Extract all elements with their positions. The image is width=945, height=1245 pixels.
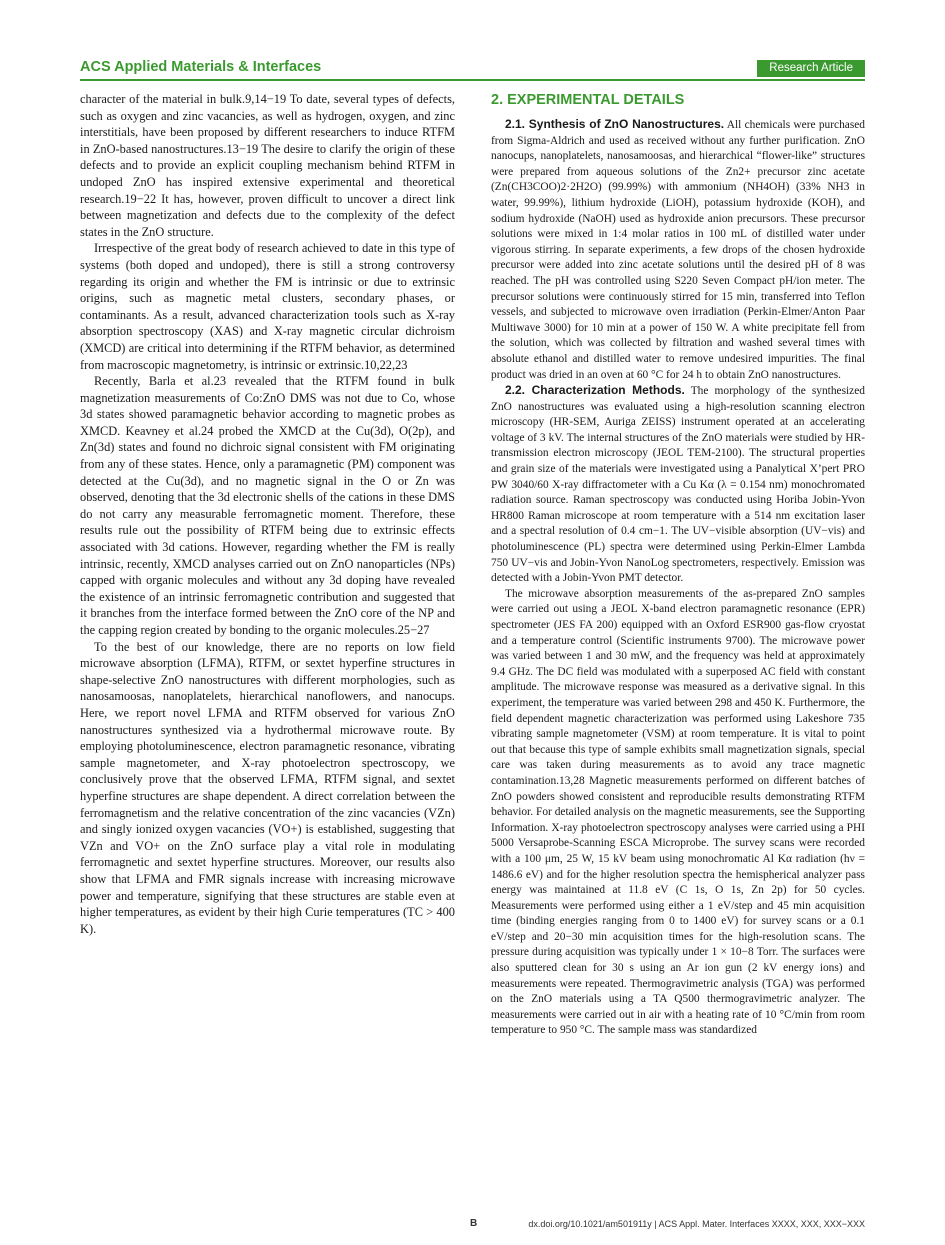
- header-rule: [80, 79, 865, 81]
- page-footer: [80, 1218, 865, 1234]
- subsection-title-characterization: 2.2. Characterization Methods.: [505, 383, 685, 398]
- page-number: B: [470, 1218, 478, 1229]
- doi-citation: dx.doi.org/10.1021/am501911y | ACS Appl. Mater. Interfaces XXXX, XXX, XXX−XXX: [528, 1219, 865, 1229]
- characterization-paragraph: [491, 383, 865, 587]
- right-column: [491, 91, 865, 1039]
- characterization-body: The morphology of the synthesized ZnO nanostructures was evaluated using a high-resolution scanning electron microscopy (HR-SEM, Auriga ZEISS) instrument operated at an accelerating voltage of 3 kV. The internal structures of the ZnO materials were studied by HR-transmission electron microscopy (JEOL TEM-2100). The structural properties and grain size of the materials were investigated using a Panalytical X’pert PRO PW 3040/60 X-ray diffractometer with a Cu Kα (λ = 0.154 nm) monochromated radiation source. Raman spectroscopy was conducted using Horiba Jobin-Yvon HR800 Raman microscope at room temperature with a 514 nm excitation laser and a spectral resolution of 0.4 cm−1. The UV−visible absorption (UV−vis) and photoluminescence (PL) spectra were determined using Perkin-Elmer Lambda 750 UV−vis and Jobin-Yvon NanoLog spectrometers, respectively. Emission was detected with a Jobin-Yvon PMT detector.: [491, 385, 865, 585]
- synthesis-body: All chemicals were purchased from Sigma-Aldrich and used as received without any further purification. ZnO nanocups, nanoplatelets, nanosamoosas, and hierarchical “flower-like” structures were prepared from aqueous solutions of the Zn2+ precursor zinc acetate (Zn(CH3COO)2·2H2O) (99.99%) with ammonium (NH4OH) (33% NH3 in water, 99.99%), lithium hydroxide (LiOH), potassium hydroxide (KOH), and sodium hydroxide (NaOH) used as hydroxide anion precursors. These precursor solutions were mixed in 1:4 molar ratios in 100 mL of distilled water under vigorous stirring. In separate experiments, a few drops of the chosen hydroxide precursor were added into zinc acetate solutions until the desired pH of 8 was reached. The pH was controlled using S220 Seven Compact pH/ion meter. The precursor solutions were continuously stirred for 15 min, transferred into Teflon vessels, and subjected to microwave oven irradiation (Perkin-Elmer/Anton Paar Multiwave 3000) for 10 min at a power of 150 W. A white precipitate fell from the solution, which was collected by filtration and washed several times with absolute ethanol and distilled water to remove undesired impurities. The final product was dried in an oven at 60 °C for 24 h to obtain ZnO nanostructures.: [491, 119, 865, 381]
- article-type-badge: Research Article: [757, 60, 865, 77]
- microwave-paragraph: The microwave absorption measurements of the as-prepared ZnO samples were carried out using a JEOL X-band electron paramagnetic resonance (EPR) spectrometer (JES FA 200) equipped with an Oxford ESR900 gas-flow cryostat and a temperature control (Scientific instruments 9700). The microwave power was varied between 1 and 30 mW, and the frequency was held at approximately 9.4 GHz. The DC field was modulated with a superposed AC field with constant amplitude. The microwave response was measured as a derivative signal. In this experiment, the temperature was varied between 298 and 450 K. Furthermore, the field dependent magnetic characterization was performed using Lakeshore 735 vibrating sample magnetometer (VSM) at room temperature. It is vital to point out that because this type of sample exhibits small magnetization signals, special care was taken during measurements as to avoid any trace magnetic contamination.13,28 Magnetic measurements performed on different batches of ZnO powders showed consistent and reproducible results demonstrating RTFM behavior. For detailed analysis on the magnetic measurements, see the Supporting Information. X-ray photoelectron spectroscopy analyses were carried using a PHI 5000 Versaprobe-Scanning ESCA Microprobe. The survey scans were recorded with a 100 μm, 25 W, 15 kV beam using monochromatic Al Kα radiation (hν = 1486.6 eV) and for the higher resolution spectra the hemispherical analyzer pass energy was maintained at 11.8 eV (C 1s, O 1s, Zn 2p) for 50 cycles. Measurements were performed using either a 1 eV/step and 45 min acquisition time (binding energies ranging from 0 to 1400 eV) for survey scans or a 0.1 eV/step and 20−30 min acquisition times for the high-resolution scans. The pressure during acquisition was typically under 1 × 10−8 Torr. The surfaces were also sputtered clean for 30 s using an Ar ion gun (2 kV energy ions) and measurements were repeated. Thermogravimetric analysis (TGA) was performed on the ZnO materials using a TA Q500 thermogravimetric analyzer. The measurements were carried out in air with a heating rate of 10 °C/min from room temperature to 950 °C. The sample mass was standardized: [491, 587, 865, 1037]
- synthesis-paragraph: [491, 117, 865, 383]
- left-paragraph-3: Recently, Barla et al.23 revealed that the RTFM found in bulk magnetization measurements of Co:ZnO DMS was not due to Co, whose 3d states showed paramagnetic behavior according to magnetic probes as XMCD. Keavney et al.24 probed the XMCD at the Cu(3d), O(2p), and Zn(3d) states and found no dichroic signal consistent with FM originating from any of these states. Hence, only a paramagnetic (PM) component was detected at the Cu(3d), and no magnetic signal in the O or Zn was observed, denoting that the 3d electronic shells of the cations in these DMS do not carry any measurable ferromagnetic moment. Therefore, these results rule out the possibility of RTFM being due to extrinsic effects associated with 3d cations. However, regarding whether the FM is really intrinsic, recently, XMCD analyses carried out on ZnO nanoparticles (NPs) capped with organic molecules and without any 3d doping have revealed the existence of an intrinsic ferromagnetic contribution and suggested that it branches from the interface formed between the ZnO core of the NP and the capping region created by bonding to the organic molecules.25−27: [80, 374, 455, 637]
- section-title: 2. EXPERIMENTAL DETAILS: [491, 92, 685, 108]
- left-column: [80, 91, 455, 937]
- subsection-title-synthesis: 2.1. Synthesis of ZnO Nanostructures.: [505, 117, 725, 131]
- left-paragraph-1: character of the material in bulk.9,14−19 To date, several types of defects, such as oxygen and zinc vacancies, as well as hydrogen, oxygen, and zinc interstitials, have been proposed by different researchers to induce RTFM in ZnO-based nanostructures.13−19 The desire to clarify the origin of these defects and to provide an explicit coupling mechanism behind RTFM in undoped ZnO has inspired extensive experimental and theoretical research.19−22 It has, however, proven difficult to uncover a direct link between magnetization and defects due to the complexity of the defect states in the ZnO structure.: [80, 92, 455, 239]
- left-paragraph-4: To the best of our knowledge, there are no reports on low field microwave absorption (LFMA), RTFM, or sextet hyperfine structures in shape-selective ZnO nanostructures with different morphologies, such as nanosamoosas, nanoplatelets, hierarchical nanoflowers, and nanocups. Here, we report novel LFMA and RTFM observed for various ZnO nanostructures synthesized via a hydrothermal microwave route. By employing photoluminescence, electron paramagnetic resonance, vibrating sample magnetometer, and X-ray photoelectron spectroscopy, we conclusively prove that the observed LFMA, RTFM signal, and sextet hyperfine structures are shape dependent. A direct correlation between the ferromagnetism and the relative concentration of the zinc vacancies (VZn) and singly ionized oxygen vacancies (VO+) is established, suggesting that VZn and VO+ on the ZnO surface play a vital role in modulating ferromagnetic and sextet hyperfine structures. Moreover, our results also show that LFMA and FMR signals increase with increasing microwave power and temperature, signifying that these structures are stable even at higher temperatures, as evident by their high Curie temperatures (TC > 400 K).: [80, 639, 455, 936]
- journal-name: ACS Applied Materials & Interfaces: [80, 59, 322, 75]
- page-header: [80, 58, 865, 80]
- left-paragraph-2: Irrespective of the great body of research achieved to date in this type of systems (both doped and undoped), there is still a strong controversy regarding its origin and whether the FM is intrinsic or due to extrinsic origins, such as magnetic metal clusters, secondary phases, or contaminants. As a result, advanced characterization tools such as X-ray absorption spectroscopy (XAS) and X-ray magnetic circular dichroism (XMCD) are critical into determining if the RTFM behavior, as determined from macroscopic magnetometry, is intrinsic or extrinsic.10,22,23: [80, 241, 455, 372]
